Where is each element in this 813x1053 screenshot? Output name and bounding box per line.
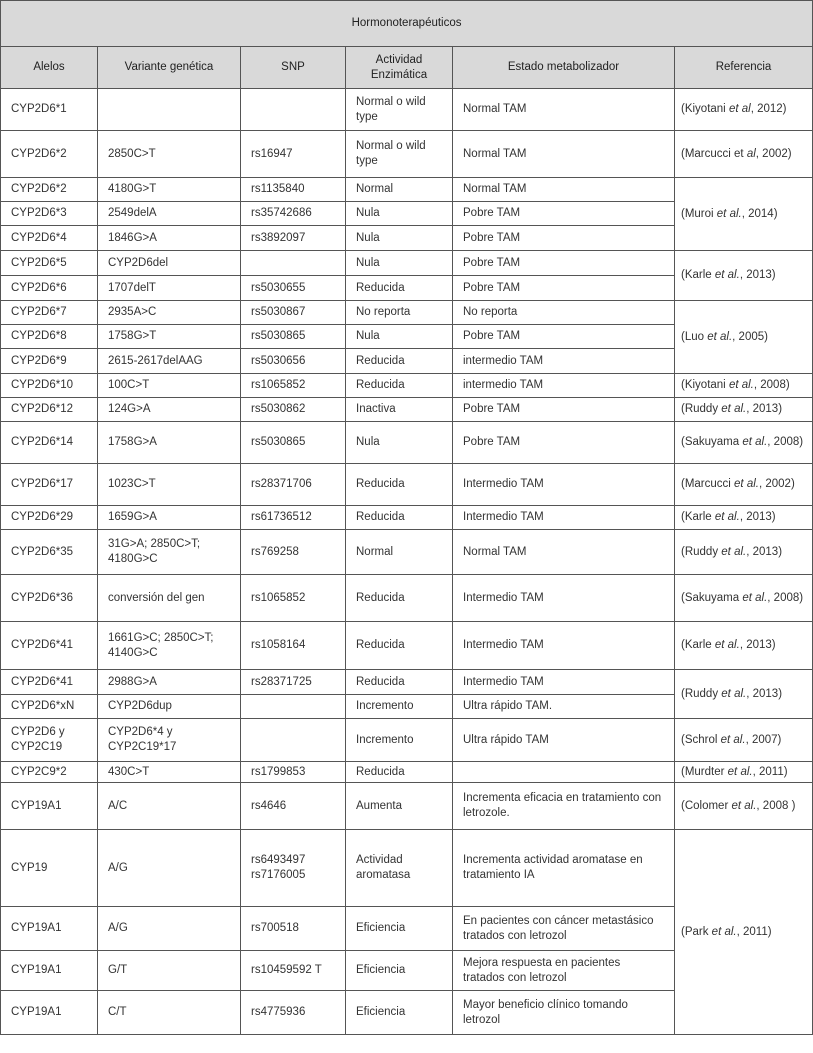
cell-estado: Pobre TAM [453, 422, 675, 464]
reference-part: , 2013) [739, 511, 776, 523]
reference-part: , 2013) [739, 639, 776, 651]
cell-actividad: Normal o wild type [346, 131, 453, 178]
header-snp: SNP [241, 47, 346, 89]
table-title: Hormonoterapéuticos [1, 1, 813, 47]
header-variante: Variante genética [98, 47, 241, 89]
cell-referencia [675, 719, 813, 762]
cell-variante: 100C>T [98, 374, 241, 398]
cell-snp [241, 719, 346, 762]
cell-alelo: CYP2D6*41 [1, 622, 98, 670]
cell-estado: Intermedio TAM [453, 622, 675, 670]
reference-part: et al. [711, 925, 737, 938]
cell-variante: 1707delT [98, 276, 241, 301]
cell-estado: Incrementa eficacia en tratamiento con letrozole. [453, 783, 675, 830]
cell-variante: 2988G>A [98, 670, 241, 695]
table-row [1, 422, 813, 464]
table-row [1, 301, 813, 325]
cell-referencia [675, 622, 813, 670]
reference-part: , 2008) [753, 379, 790, 391]
reference-part: , 2011) [736, 925, 772, 938]
reference-part: , 2008) [767, 436, 804, 448]
cell-actividad: Incremento [346, 719, 453, 762]
cell-referencia [675, 762, 813, 783]
cell-variante: 1661G>C; 2850C>T; 4140G>C [98, 622, 241, 670]
reference-part: , 2012) [750, 103, 787, 115]
cell-actividad: Normal [346, 530, 453, 575]
cell-variante: 4180G>T [98, 178, 241, 202]
reference-part: (Ruddy [681, 403, 722, 415]
reference-part: (Kiyotani [681, 103, 729, 115]
cell-actividad: Nula [346, 251, 453, 276]
cell-variante: 2935A>C [98, 301, 241, 325]
cell-estado: Pobre TAM [453, 276, 675, 301]
cell-variante [98, 89, 241, 131]
cell-actividad: Reducida [346, 762, 453, 783]
title-row [1, 1, 813, 47]
cell-variante: 2615-2617delAAG [98, 349, 241, 374]
cell-referencia [675, 464, 813, 506]
reference-part: (Park [681, 925, 712, 938]
reference-part: (Luo [681, 330, 708, 343]
cell-variante: 1659G>A [98, 506, 241, 530]
table-row [1, 464, 813, 506]
cell-variante: 31G>A; 2850C>T; 4180G>C [98, 530, 241, 575]
cell-variante: 1758G>T [98, 325, 241, 349]
reference-part: (Sakuyama [681, 591, 743, 604]
cell-variante: 430C>T [98, 762, 241, 783]
cell-variante: CYP2D6dup [98, 695, 241, 719]
reference-part: et al. [714, 511, 740, 523]
cell-estado: No reporta [453, 301, 675, 325]
cell-actividad: Nula [346, 422, 453, 464]
table-row [1, 251, 813, 276]
cell-estado: Mayor beneficio clínico tomando letrozol [453, 991, 675, 1035]
cell-actividad: Normal o wild type [346, 89, 453, 131]
reference-part: et al. [721, 403, 747, 415]
cell-referencia [675, 178, 813, 251]
cell-alelo: CYP2D6*10 [1, 374, 98, 398]
cell-snp: rs769258 [241, 530, 346, 575]
cell-snp: rs5030865 [241, 422, 346, 464]
table-row [1, 178, 813, 202]
cell-estado: Intermedio TAM [453, 464, 675, 506]
cell-snp: rs35742686 [241, 202, 346, 226]
cell-snp: rs28371725 [241, 670, 346, 695]
cell-variante: 124G>A [98, 398, 241, 422]
table-row [1, 530, 813, 575]
cell-estado: Pobre TAM [453, 325, 675, 349]
cell-estado: Pobre TAM [453, 202, 675, 226]
reference-part: (Muroi [681, 207, 717, 220]
cell-actividad: No reporta [346, 301, 453, 325]
reference-part: (Colomer [681, 799, 732, 812]
cell-variante: A/C [98, 783, 241, 830]
cell-alelo: CYP2D6*36 [1, 575, 98, 622]
cell-snp: rs4775936 [241, 991, 346, 1035]
cell-alelo: CYP2D6*12 [1, 398, 98, 422]
cell-estado: En pacientes con cáncer metastásico tratados con letrozol [453, 907, 675, 951]
reference-part: (Ruddy [681, 545, 722, 558]
cell-snp: rs16947 [241, 131, 346, 178]
cell-referencia [675, 783, 813, 830]
cell-alelo: CYP2D6*9 [1, 349, 98, 374]
cell-snp: rs700518 [241, 907, 346, 951]
cell-actividad: Reducida [346, 670, 453, 695]
cell-actividad: Eficiencia [346, 907, 453, 951]
cell-referencia [675, 251, 813, 301]
cell-actividad: Nula [346, 226, 453, 251]
cell-actividad: Reducida [346, 349, 453, 374]
cell-alelo: CYP2D6*14 [1, 422, 98, 464]
cell-alelo: CYP2C9*2 [1, 762, 98, 783]
cell-variante: A/G [98, 907, 241, 951]
cell-estado [453, 762, 675, 783]
header-actividad: Actividad Enzimática [346, 47, 453, 89]
cell-alelo: CYP2D6*3 [1, 202, 98, 226]
cell-actividad: Reducida [346, 464, 453, 506]
cell-actividad: Aumenta [346, 783, 453, 830]
reference-part: et al. [714, 269, 740, 281]
table-row [1, 830, 813, 907]
reference-part: , 2005) [732, 330, 768, 343]
cell-alelo: CYP2D6*2 [1, 131, 98, 178]
cell-alelo: CYP2D6*35 [1, 530, 98, 575]
table-row [1, 783, 813, 830]
cell-actividad: Normal [346, 178, 453, 202]
cell-alelo: CYP2D6*8 [1, 325, 98, 349]
cell-estado: Intermedio TAM [453, 506, 675, 530]
cell-alelo: CYP19A1 [1, 907, 98, 951]
cell-referencia [675, 670, 813, 719]
reference-part: , 2008) [767, 591, 804, 604]
cell-variante: G/T [98, 951, 241, 991]
cell-estado: Pobre TAM [453, 226, 675, 251]
cell-alelo: CYP2D6*5 [1, 251, 98, 276]
reference-part: (Marcucci et [681, 147, 747, 160]
cell-actividad: Inactiva [346, 398, 453, 422]
reference-part: et al. [731, 799, 757, 812]
table-row [1, 398, 813, 422]
cell-estado: Mejora respuesta en pacientes tratados con letrozol [453, 951, 675, 991]
table-row [1, 719, 813, 762]
cell-referencia [675, 301, 813, 374]
cell-alelo: CYP2D6*17 [1, 464, 98, 506]
reference-part: (Karle [681, 639, 715, 651]
cell-referencia [675, 89, 813, 131]
reference-part: , 2013) [739, 269, 776, 281]
cell-referencia [675, 575, 813, 622]
header-referencia: Referencia [675, 47, 813, 89]
cell-estado: intermedio TAM [453, 349, 675, 374]
cell-alelo: CYP2D6*4 [1, 226, 98, 251]
cell-snp: rs61736512 [241, 506, 346, 530]
cell-estado: Pobre TAM [453, 251, 675, 276]
cell-alelo: CYP2D6 y CYP2C19 [1, 719, 98, 762]
cell-alelo: CYP2D6*1 [1, 89, 98, 131]
reference-part: et al. [727, 765, 753, 778]
cell-snp: rs5030656 [241, 349, 346, 374]
reference-part: , 2002) [755, 147, 792, 160]
cell-snp [241, 695, 346, 719]
cell-alelo: CYP19A1 [1, 783, 98, 830]
cell-referencia [675, 374, 813, 398]
reference-part: , 2011) [752, 765, 788, 778]
cell-estado: intermedio TAM [453, 374, 675, 398]
cell-variante: C/T [98, 991, 241, 1035]
cell-actividad: Reducida [346, 575, 453, 622]
reference-part: (Kiyotani [681, 379, 729, 391]
cell-estado: Normal TAM [453, 89, 675, 131]
cell-referencia [675, 422, 813, 464]
reference-part: , 2008 ) [756, 799, 796, 812]
cell-referencia [675, 830, 813, 1035]
cell-estado: Incrementa actividad aromatase en tratamiento IA [453, 830, 675, 907]
cell-alelo: CYP19A1 [1, 991, 98, 1035]
reference-part: al [746, 147, 756, 160]
cell-estado: Normal TAM [453, 530, 675, 575]
cell-snp: rs1065852 [241, 575, 346, 622]
cell-snp: rs1135840 [241, 178, 346, 202]
cell-variante: 1758G>A [98, 422, 241, 464]
cell-snp [241, 89, 346, 131]
cell-snp: rs6493497 rs7176005 [241, 830, 346, 907]
header-alelos: Alelos [1, 47, 98, 89]
reference-part: et al. [714, 639, 740, 651]
cell-alelo: CYP19A1 [1, 951, 98, 991]
cell-snp: rs5030865 [241, 325, 346, 349]
cell-actividad: Reducida [346, 374, 453, 398]
table-row [1, 89, 813, 131]
cell-referencia [675, 131, 813, 178]
cell-referencia [675, 398, 813, 422]
reference-part: et al. [734, 478, 759, 490]
cell-actividad: Nula [346, 202, 453, 226]
header-row [1, 47, 813, 89]
header-estado: Estado metabolizador [453, 47, 675, 89]
reference-part: et al. [728, 379, 754, 391]
reference-part: (Ruddy [681, 687, 722, 700]
cell-variante: conversión del gen [98, 575, 241, 622]
reference-part: et al. [742, 436, 768, 448]
reference-part: (Karle [681, 269, 715, 281]
cell-actividad: Eficiencia [346, 951, 453, 991]
cell-actividad: Eficiencia [346, 991, 453, 1035]
reference-part: et al. [707, 330, 733, 343]
table-row [1, 762, 813, 783]
cell-snp: rs4646 [241, 783, 346, 830]
reference-part: , 2013) [746, 403, 783, 415]
cell-actividad: Reducida [346, 276, 453, 301]
reference-part: et al. [742, 591, 768, 604]
cell-actividad: Incremento [346, 695, 453, 719]
reference-part: (Marcucci [681, 478, 735, 490]
table-row [1, 506, 813, 530]
table-row [1, 670, 813, 695]
reference-part: et al. [721, 545, 747, 558]
cell-snp: rs5030862 [241, 398, 346, 422]
cell-alelo: CYP2D6*41 [1, 670, 98, 695]
cell-estado: Pobre TAM [453, 398, 675, 422]
cell-variante: A/G [98, 830, 241, 907]
reference-part: (Murdter [681, 765, 728, 778]
cell-actividad: Actividad aromatasa [346, 830, 453, 907]
reference-part: et al [728, 103, 751, 115]
cell-snp: rs1799853 [241, 762, 346, 783]
cell-alelo: CYP19 [1, 830, 98, 907]
cell-alelo: CYP2D6*7 [1, 301, 98, 325]
cell-actividad: Reducida [346, 506, 453, 530]
cell-estado: Intermedio TAM [453, 575, 675, 622]
cell-estado: Normal TAM [453, 178, 675, 202]
reference-part: (Sakuyama [681, 436, 743, 448]
table-row [1, 575, 813, 622]
cell-snp [241, 251, 346, 276]
cell-estado: Ultra rápido TAM [453, 719, 675, 762]
cell-referencia [675, 506, 813, 530]
cell-snp: rs1065852 [241, 374, 346, 398]
cell-alelo: CYP2D6*6 [1, 276, 98, 301]
cell-variante: 2549delA [98, 202, 241, 226]
cell-actividad: Reducida [346, 622, 453, 670]
cell-variante: 2850C>T [98, 131, 241, 178]
reference-part: (Schrol [681, 733, 721, 746]
reference-part: , 2007) [745, 733, 782, 746]
table-row [1, 374, 813, 398]
reference-part: , 2013) [746, 687, 783, 700]
cell-variante: CYP2D6*4 y CYP2C19*17 [98, 719, 241, 762]
cell-snp: rs5030867 [241, 301, 346, 325]
cell-snp: rs10459592 T [241, 951, 346, 991]
cell-snp: rs3892097 [241, 226, 346, 251]
table-row [1, 131, 813, 178]
cell-variante: CYP2D6del [98, 251, 241, 276]
cell-actividad: Nula [346, 325, 453, 349]
cell-alelo: CYP2D6*2 [1, 178, 98, 202]
cell-variante: 1846G>A [98, 226, 241, 251]
reference-part: et al. [720, 733, 746, 746]
reference-part: (Karle [681, 511, 715, 523]
cell-referencia [675, 530, 813, 575]
reference-part: et al. [721, 687, 747, 700]
cell-snp: rs28371706 [241, 464, 346, 506]
cell-estado: Normal TAM [453, 131, 675, 178]
cell-snp: rs1058164 [241, 622, 346, 670]
reference-part: , 2014) [741, 207, 778, 220]
cell-snp: rs5030655 [241, 276, 346, 301]
cell-variante: 1023C>T [98, 464, 241, 506]
table-body [1, 89, 813, 1035]
reference-part: , 2013) [746, 545, 783, 558]
cell-estado: Intermedio TAM [453, 670, 675, 695]
table-row [1, 622, 813, 670]
reference-part: , 2002) [758, 478, 795, 490]
cell-alelo: CYP2D6*29 [1, 506, 98, 530]
cell-alelo: CYP2D6*xN [1, 695, 98, 719]
cell-estado: Ultra rápido TAM. [453, 695, 675, 719]
reference-part: et al. [716, 207, 742, 220]
